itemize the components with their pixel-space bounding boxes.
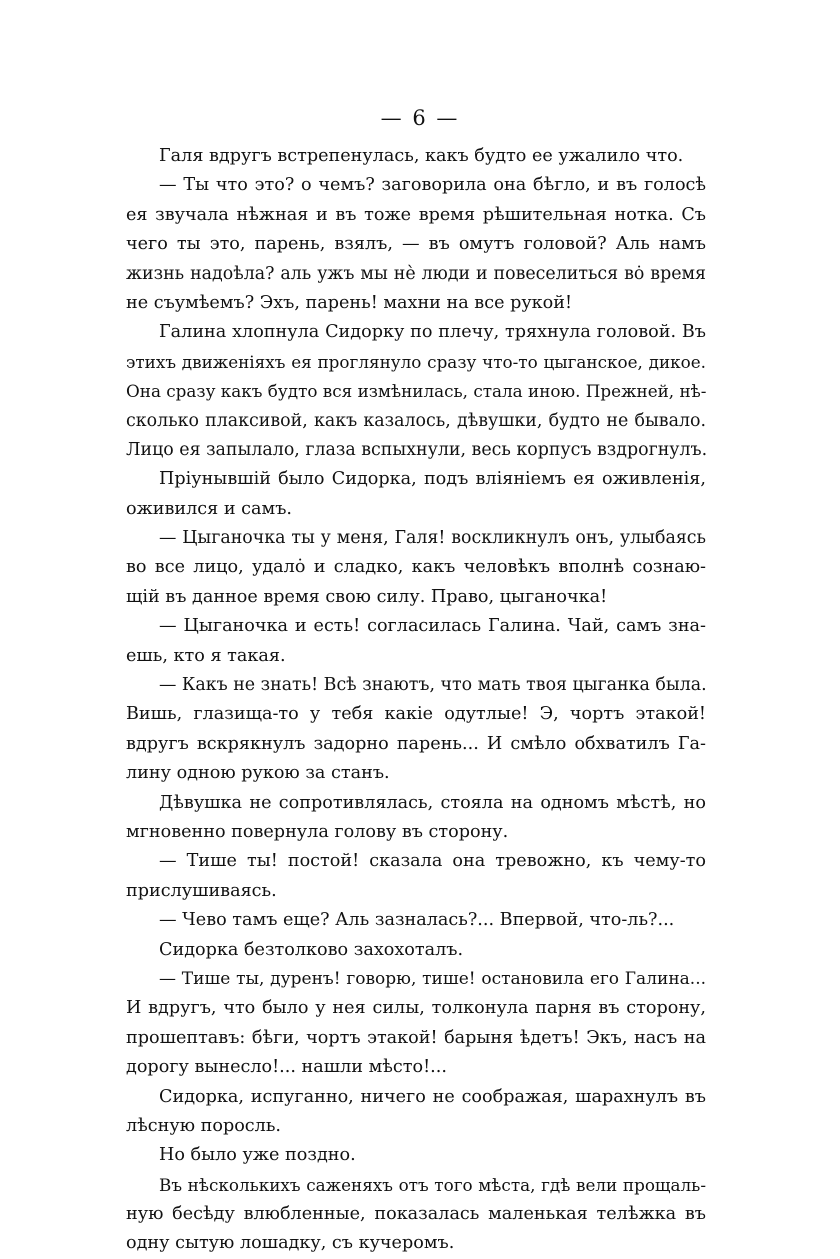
text-line: вдругъ вскрякнулъ задорно парень... И смѣло обхватилъ Га- <box>126 733 706 754</box>
text-line: мгновенно повернула голову въ сторону. <box>126 821 509 842</box>
text-line: — Чево тамъ еще? Аль зазналась?... Впервой, что-ль?... <box>159 910 675 931</box>
text-line: Она сразу какъ будто вся измѣнилась, стала иною. Прежней, нѣ- <box>126 381 707 402</box>
text-line: Но было уже поздно. <box>159 1145 356 1166</box>
text-line: Сидорка, испуганно, ничего не соображая, шарахнулъ въ <box>159 1086 706 1107</box>
page-number: — 6 — <box>380 106 460 130</box>
text-line: прислушиваясь. <box>126 880 277 901</box>
text-line: — Ты что это? о чемъ? заговорила она бѣгло, и въ голосѣ <box>159 175 706 196</box>
text-line: — Тише ты! постой! сказала она тревожно, къ чему-то <box>159 851 706 872</box>
text-line: Галя вдругъ встрепенулась, какъ будто ее ужалило что. <box>159 146 684 166</box>
text-line: Пріунывшій было Сидорка, подъ вліяніемъ ея оживленія, <box>159 469 706 490</box>
text-line: жизнь надоѣла? аль ужъ мы нѐ люди и повеселиться вȯ время <box>126 263 706 284</box>
text-line: — Какъ не знать! Всѣ знаютъ, что мать твоя цыганка была. <box>159 675 707 696</box>
text-line: — Тише ты, дуренъ! говорю, тише! остановила его Галина... <box>159 968 706 989</box>
text-line: ную бесѣду влюбленные, показалась маленькая телѣжка въ <box>126 1204 706 1225</box>
text-line: Вишь, глазища-то у тебя какіе одутлые! Э, чортъ этакой! <box>126 704 706 725</box>
text-line: оживился и самъ. <box>126 498 292 519</box>
text-line: не съумѣемъ? Эхъ, парень! махни на все рукой! <box>126 292 573 313</box>
text-line: щій въ данное время свою силу. Право, цыганочка! <box>126 586 608 607</box>
text-line: лѣсную поросль. <box>126 1115 282 1136</box>
text-line: во все лицо, удалȯ и сладко, какъ человѣкъ вполнѣ сознаю- <box>126 557 706 578</box>
text-line: — Цыганочка и есть! согласилась Галина. Чай, самъ зна- <box>159 616 706 637</box>
text-line: ея звучала нѣжная и въ тоже время рѣшительная нотка. Съ <box>126 204 706 225</box>
text-line: Сидорка безтолково захохоталъ. <box>159 939 464 960</box>
text-line: Галина хлопнула Сидорку по плечу, тряхнула головой. Въ <box>159 322 706 343</box>
text-line: прошептавъ: бѣги, чортъ этакой! барыня ѣдетъ! Экъ, насъ на <box>126 1027 706 1048</box>
text-line: — Цыганочка ты у меня, Галя! воскликнулъ онъ, улыбаясь <box>159 528 706 549</box>
text-line: ешь, кто я такая. <box>126 645 286 666</box>
text-line: одну сытую лошадку, съ кучеромъ. <box>126 1233 455 1254</box>
text-line: сколько плаксивой, какъ казалось, дѣвушки, будто не бывало. <box>126 410 706 431</box>
body-text <box>126 142 706 1259</box>
text-line: Въ нѣсколькихъ саженяхъ отъ того мѣста, гдѣ вели прощаль- <box>159 1174 706 1195</box>
text-line: Лицо ея запылало, глаза вспыхнули, весь корпусъ вздрогнулъ. <box>126 439 708 460</box>
text-line: дорогу вынесло!... нашли мѣсто!... <box>126 1057 447 1078</box>
text-line: И вдругъ, что было у нея силы, толконула парня въ сторону, <box>126 998 706 1019</box>
text-line: лину одною рукою за станъ. <box>126 763 390 784</box>
text-line: этихъ движеніяхъ ея проглянуло сразу что-то цыганское, дикое. <box>126 351 706 372</box>
text-line: Дѣвушка не сопротивлялась, стояла на одномъ мѣстѣ, но <box>159 792 706 813</box>
text-line: чего ты это, парень, взялъ, — въ омутъ головой? Аль намъ <box>126 234 706 255</box>
